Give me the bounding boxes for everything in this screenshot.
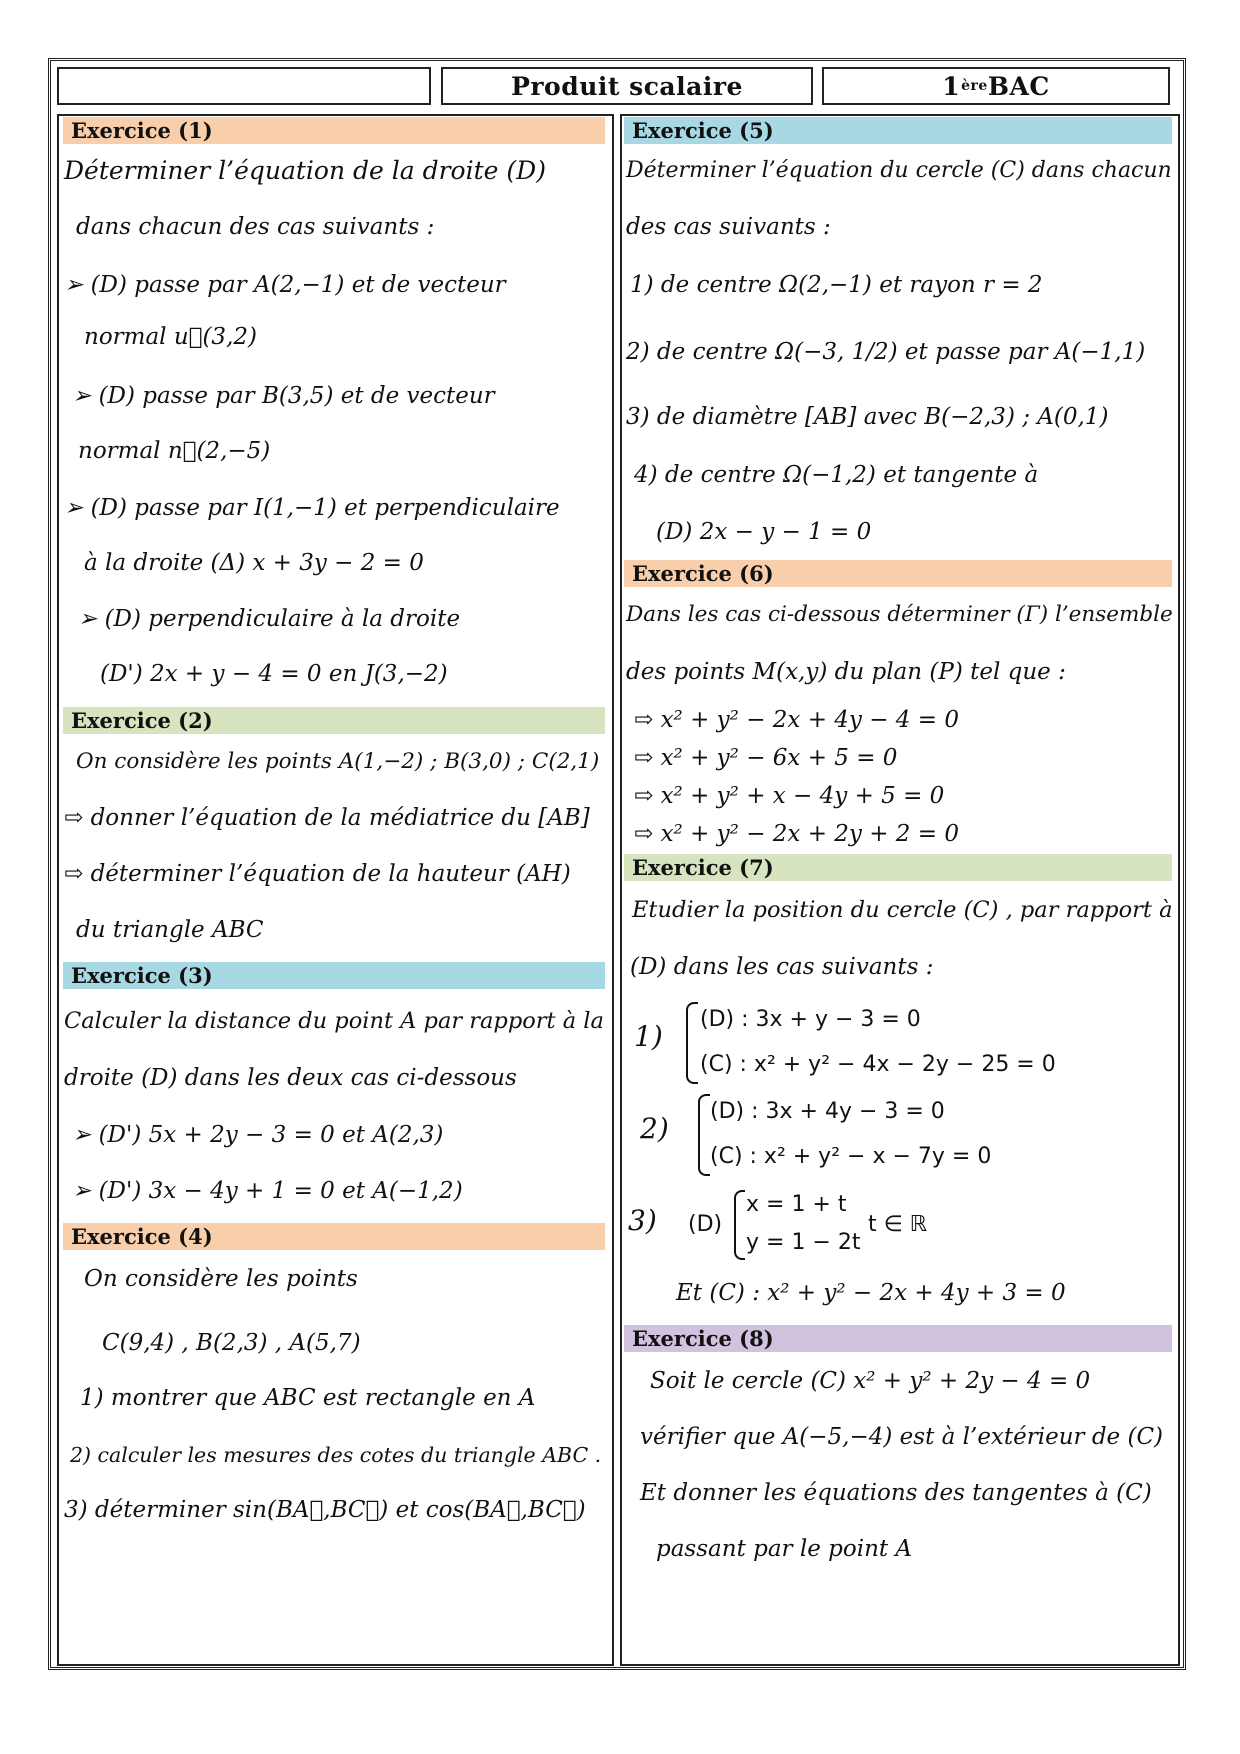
ex5-line-4: 2) de centre Ω(−3, 1/2) et passe par A(−1,1) — [626, 339, 1146, 365]
ex5-line-1: Déterminer l’équation du cercle (C) dans chacun — [626, 158, 1172, 183]
ex7-case-2-line-a: (D) : 3x + 4y − 3 = 0 — [710, 1099, 945, 1124]
ex7-line-2: (D) dans les cas suivants : — [630, 954, 934, 980]
ex7-case-1-brace — [686, 1002, 698, 1084]
ex8-line-4: passant par le point A — [656, 1536, 913, 1562]
ex1-line-5: ➢ (D) passe par B(3,5) et de vecteur — [72, 383, 495, 409]
ex4-line-1: On considère les points — [84, 1266, 358, 1292]
ex7-case-3-number: 3) — [628, 1204, 657, 1237]
ex3-line-4: ➢ (D') 3x − 4y + 1 = 0 et A(−1,2) — [72, 1178, 463, 1204]
exercise-2-header: Exercice (2) — [63, 707, 605, 734]
ex4-line-2: C(9,4) , B(2,3) , A(5,7) — [102, 1330, 361, 1356]
ex7-case-2-number: 2) — [640, 1112, 669, 1145]
ex6-line-3: ⇨ x² + y² − 2x + 4y − 4 = 0 — [634, 707, 959, 733]
ex7-case-1-line-a: (D) : 3x + y − 3 = 0 — [700, 1007, 921, 1032]
ex6-line-1: Dans les cas ci-dessous déterminer (Γ) l’ensemble — [626, 602, 1173, 627]
header-title-box — [441, 67, 813, 105]
ex3-line-1: Calculer la distance du point A par rapport à la — [64, 1008, 604, 1034]
ex7-case-1-line-b: (C) : x² + y² − 4x − 2y − 25 = 0 — [700, 1052, 1056, 1077]
ex3-line-2: droite (D) dans les deux cas ci-dessous — [64, 1065, 517, 1091]
ex4-line-4: 2) calculer les mesures des cotes du triangle ABC . — [70, 1443, 602, 1467]
ex1-line-10: (D') 2x + y − 4 = 0 en J(3,−2) — [100, 661, 448, 687]
exercise-7-header: Exercice (7) — [624, 854, 1172, 881]
ex1-line-1: Déterminer l’équation de la droite (D) — [64, 156, 546, 185]
level-number: 1 — [942, 71, 961, 101]
ex8-line-2: vérifier que A(−5,−4) est à l’extérieur de (C) — [640, 1424, 1164, 1450]
ex7-case-3-brace — [734, 1190, 745, 1260]
ex5-line-5: 3) de diamètre [AB] avec B(−2,3) ; A(0,1) — [626, 404, 1109, 430]
ex7-case-1-number: 1) — [634, 1020, 663, 1053]
ex2-line-1: On considère les points A(1,−2) ; B(3,0) ; C(2,1) — [76, 749, 600, 774]
ex1-line-4: normal u⃗(3,2) — [84, 324, 257, 350]
ex5-line-7: (D) 2x − y − 1 = 0 — [656, 519, 872, 545]
ex7-case-2-brace — [698, 1094, 710, 1176]
ex8-line-1: Soit le cercle (C) x² + y² + 2y − 4 = 0 — [650, 1368, 1091, 1394]
ex7-case-3-d: (D) — [688, 1212, 723, 1237]
ex1-line-7: ➢ (D) passe par I(1,−1) et perpendiculaire — [64, 495, 560, 521]
ex7-case-3-line-a: x = 1 + t — [746, 1192, 847, 1217]
ex1-line-6: normal n⃗(2,−5) — [78, 438, 271, 464]
ex1-line-3: ➢ (D) passe par A(2,−1) et de vecteur — [64, 272, 506, 298]
exercise-8-header: Exercice (8) — [624, 1325, 1172, 1352]
ex4-line-3: 1) montrer que ABC est rectangle en A — [80, 1385, 536, 1411]
ex2-line-3: ⇨ déterminer l’équation de la hauteur (AH) — [64, 861, 571, 887]
exercise-4-header: Exercice (4) — [63, 1223, 605, 1250]
exercise-3-header: Exercice (3) — [63, 962, 605, 989]
exercise-5-header: Exercice (5) — [624, 117, 1172, 144]
ex8-line-3: Et donner les équations des tangentes à (C) — [640, 1480, 1152, 1506]
document-title: Produit scalaire — [511, 71, 743, 101]
ex1-line-2: dans chacun des cas suivants : — [76, 214, 435, 240]
ex7-case-3-param: t ∈ ℝ — [868, 1212, 928, 1237]
ex7-line-1: Etudier la position du cercle (C) , par rapport à — [632, 897, 1173, 923]
header-blank-box — [57, 67, 431, 105]
ex5-line-2: des cas suivants : — [626, 214, 831, 240]
ex7-case-3-circle: Et (C) : x² + y² − 2x + 4y + 3 = 0 — [676, 1280, 1066, 1306]
level-superscript: ère — [961, 78, 988, 94]
ex5-line-6: 4) de centre Ω(−1,2) et tangente à — [634, 462, 1039, 488]
ex1-line-9: ➢ (D) perpendiculaire à la droite — [78, 606, 461, 632]
ex6-line-5: ⇨ x² + y² + x − 4y + 5 = 0 — [634, 783, 945, 809]
ex1-line-8: à la droite (Δ) x + 3y − 2 = 0 — [84, 550, 424, 576]
ex7-case-2-line-b: (C) : x² + y² − x − 7y = 0 — [710, 1144, 992, 1169]
ex7-case-3-line-b: y = 1 − 2t — [746, 1230, 861, 1255]
ex6-line-4: ⇨ x² + y² − 6x + 5 = 0 — [634, 745, 898, 771]
exercise-6-header: Exercice (6) — [624, 560, 1172, 587]
header-level-box — [822, 67, 1170, 105]
ex2-line-4: du triangle ABC — [76, 917, 264, 943]
ex2-line-2: ⇨ donner l’équation de la médiatrice du [AB] — [64, 805, 590, 831]
exercise-1-header: Exercice (1) — [63, 117, 605, 144]
ex4-line-5: 3) déterminer sin(BA⃗,BC⃗) et cos(BA⃗,BC⃗) — [64, 1497, 586, 1523]
level-text: BAC — [987, 71, 1050, 101]
ex3-line-3: ➢ (D') 5x + 2y − 3 = 0 et A(2,3) — [72, 1122, 444, 1148]
ex5-line-3: 1) de centre Ω(2,−1) et rayon r = 2 — [630, 272, 1043, 298]
ex6-line-2: des points M(x,y) du plan (P) tel que : — [626, 659, 1066, 685]
ex6-line-6: ⇨ x² + y² − 2x + 2y + 2 = 0 — [634, 821, 959, 847]
